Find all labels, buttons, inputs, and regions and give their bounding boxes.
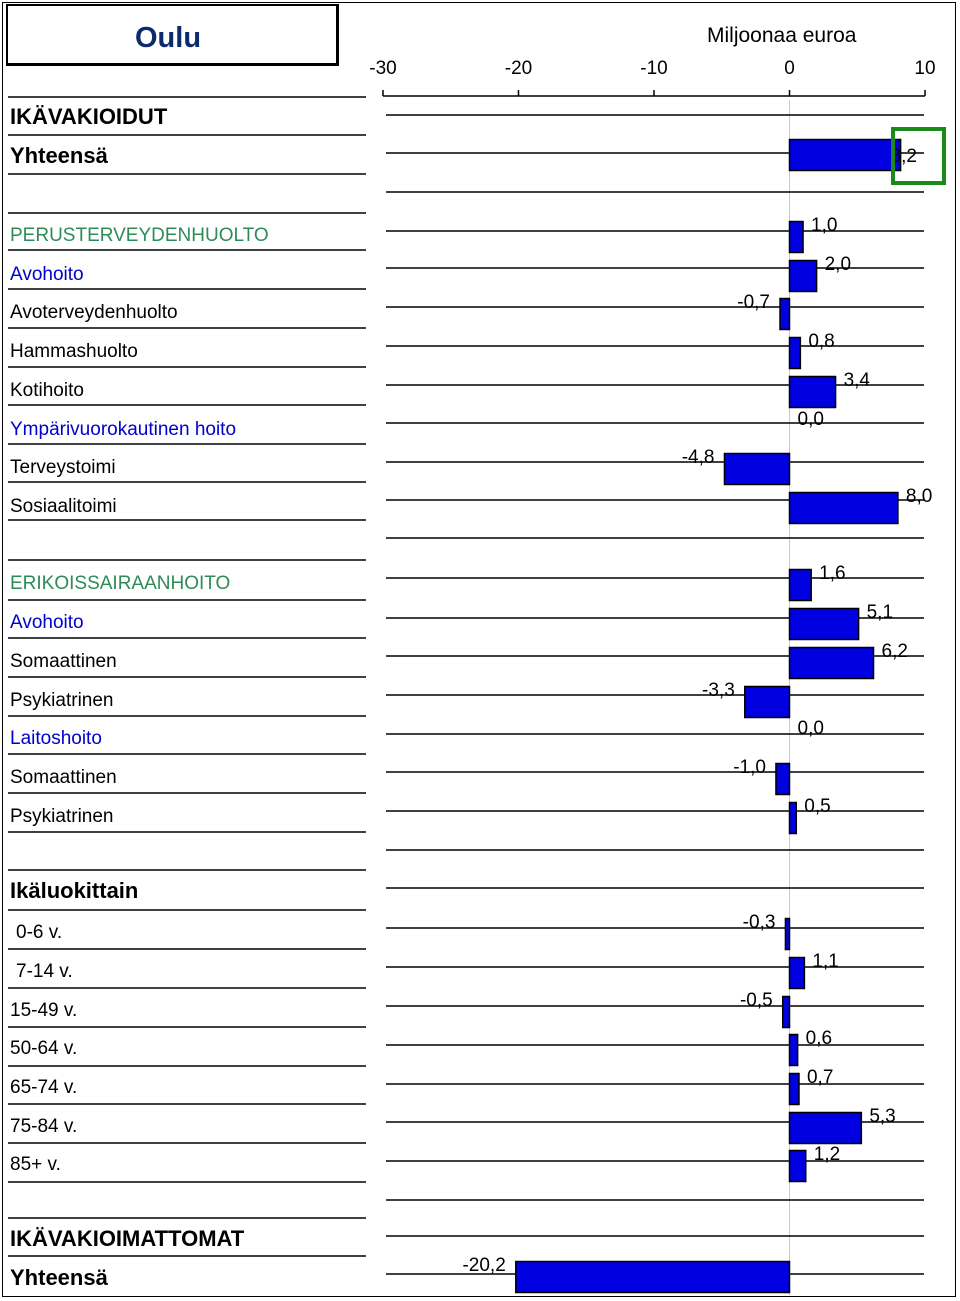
row-label: Somaattinen: [10, 651, 117, 672]
bar: [790, 1151, 806, 1182]
bar: [790, 140, 901, 171]
data-label: 1,6: [819, 563, 846, 584]
bar: [776, 764, 790, 795]
x-axis-tick-label: -20: [504, 58, 533, 79]
data-label: 0,0: [797, 409, 824, 430]
row-label: Avohoito: [10, 612, 84, 633]
data-label: 6,2: [881, 641, 908, 662]
bar: [790, 958, 805, 989]
data-label: -4,8: [681, 447, 715, 468]
row-label: Hammashuolto: [10, 341, 138, 362]
bar: [790, 609, 859, 640]
page-title: Oulu: [135, 22, 202, 54]
bar: [790, 1035, 798, 1066]
row-label: Sosiaalitoimi: [10, 496, 117, 517]
data-label: 1,1: [812, 951, 839, 972]
bar: [783, 997, 790, 1028]
x-axis-tick-label: 10: [914, 58, 936, 79]
data-label: -0,3: [742, 912, 776, 933]
row-label: 0-6 v.: [16, 922, 63, 943]
bar: [790, 1074, 799, 1105]
row-label: 85+ v.: [10, 1154, 61, 1175]
x-axis-tick-label: -10: [640, 58, 668, 79]
data-label: 5,1: [866, 602, 894, 623]
bar: [790, 570, 812, 601]
row-label: Yhteensä: [10, 143, 108, 168]
data-label: 0,7: [806, 1067, 834, 1088]
data-label: 3,4: [843, 370, 870, 391]
bar: [785, 919, 789, 950]
bar: [790, 648, 874, 679]
data-label: 0,6: [805, 1028, 833, 1049]
x-axis-tick-label: 0: [784, 58, 795, 79]
axis-unit-label: Miljoonaa euroa: [707, 24, 857, 47]
row-label: Somaattinen: [10, 767, 117, 788]
bar: [790, 803, 797, 834]
bar: [516, 1262, 790, 1293]
data-label: 0,5: [804, 796, 831, 817]
bar: [790, 377, 836, 408]
row-label: Yhteensä: [10, 1265, 108, 1290]
bar: [780, 299, 789, 330]
bar: [790, 261, 817, 292]
row-label: Kotihoito: [10, 380, 84, 401]
row-label: 65-74 v.: [10, 1077, 78, 1098]
row-label: Ikäluokittain: [10, 878, 139, 903]
data-label: 2,0: [824, 254, 852, 275]
row-label: Laitoshoito: [10, 728, 102, 749]
data-label: 1,2: [813, 1144, 841, 1165]
row-label: IKÄVAKIOIDUT: [10, 104, 168, 129]
bar: [790, 1113, 862, 1144]
data-label: 0,0: [797, 718, 824, 739]
row-label: Psykiatrinen: [10, 690, 114, 711]
data-label: 8,2: [890, 146, 917, 167]
bar: [745, 687, 790, 718]
row-label: 50-64 v.: [10, 1038, 78, 1059]
data-label: -0,5: [739, 990, 773, 1011]
data-label: 5,3: [869, 1106, 896, 1127]
data-label: -3,3: [702, 680, 735, 701]
bar: [724, 454, 789, 485]
row-label: Psykiatrinen: [10, 806, 114, 827]
data-label: -20,2: [462, 1255, 506, 1276]
data-label: 1,0: [811, 215, 838, 236]
row-label: ERIKOISSAIRAANHOITO: [10, 573, 231, 594]
row-label: 15-49 v.: [10, 1000, 78, 1021]
row-label: Avoterveydenhuolto: [10, 302, 178, 323]
row-label: Avohoito: [10, 264, 84, 285]
row-label: PERUSTERVEYDENHUOLTO: [10, 225, 269, 246]
data-label: -1,0: [733, 757, 766, 778]
row-label: 7-14 v.: [16, 961, 73, 982]
data-label: -0,7: [737, 292, 771, 313]
row-label: Terveystoimi: [10, 457, 116, 478]
data-label: 8,0: [905, 486, 933, 507]
row-label: Ympärivuorokautinen hoito: [10, 419, 237, 440]
bar: [790, 338, 801, 369]
bar: [790, 493, 898, 524]
row-label: IKÄVAKIOIMATTOMAT: [10, 1226, 245, 1251]
x-axis-tick-label: -30: [369, 58, 397, 79]
row-label: 75-84 v.: [10, 1116, 78, 1137]
bar: [790, 222, 804, 253]
data-label: 0,8: [808, 331, 835, 352]
